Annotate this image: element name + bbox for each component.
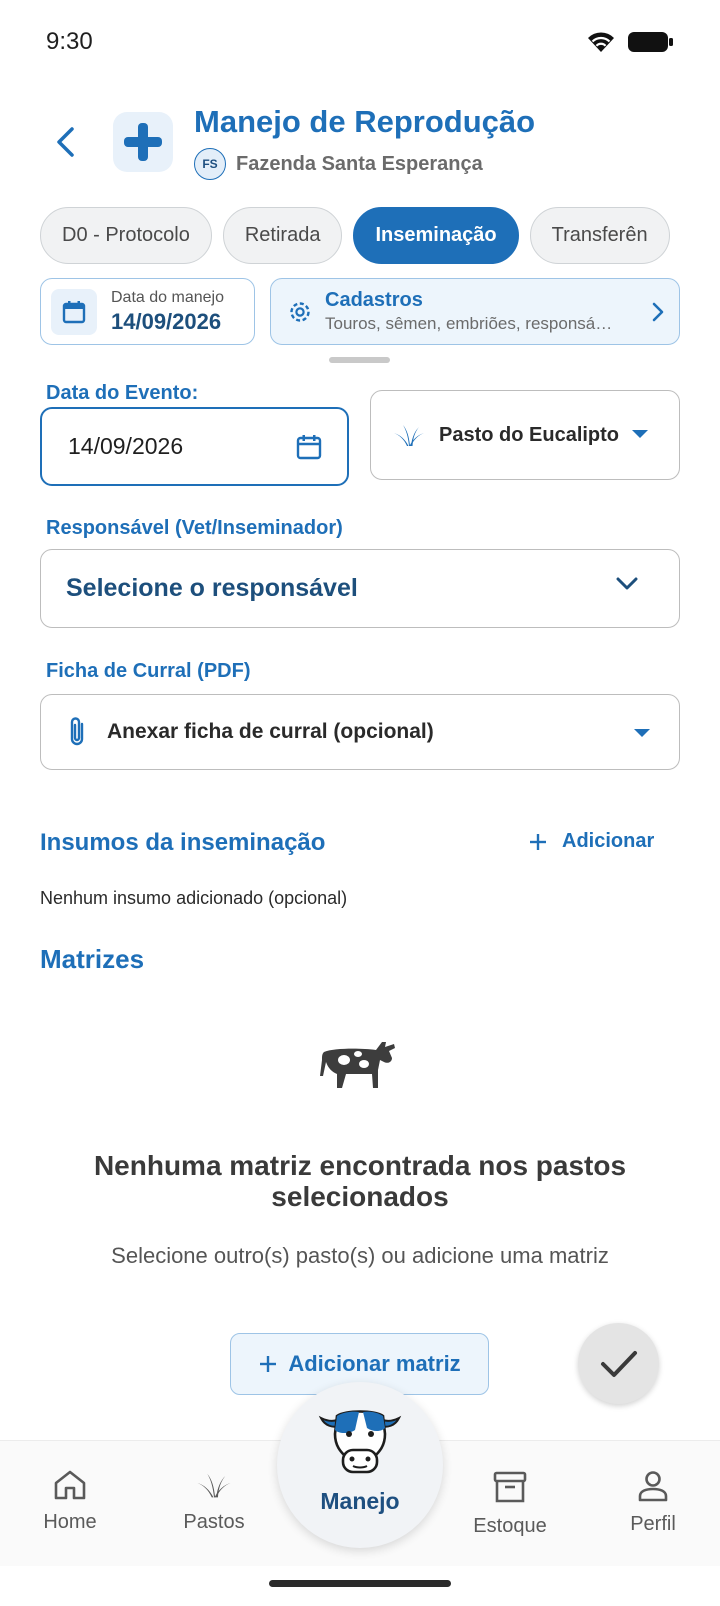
person-icon (636, 1469, 670, 1503)
dropdown-arrow-icon (631, 429, 649, 439)
responsavel-select[interactable] (40, 549, 680, 628)
header-logo (113, 112, 173, 172)
nav-estoque[interactable] (450, 1469, 570, 1538)
event-date-value: 14/09/2026 (68, 433, 184, 459)
nav-manejo-label: Manejo (320, 1488, 400, 1514)
plus-icon (121, 120, 165, 164)
farm-avatar: FS (194, 148, 226, 180)
insumos-empty-text: Nenhum insumo adicionado (opcional) (40, 888, 348, 908)
nav-pastos-label: Pastos (183, 1511, 245, 1533)
dropdown-arrow-icon (633, 728, 651, 738)
manejo-date-card[interactable] (40, 278, 255, 345)
gear-icon (287, 299, 313, 325)
tab-retirada[interactable]: Retirada (223, 207, 343, 264)
matrizes-empty-title: Nenhuma matriz encontrada nos pastos selecionados (93, 1150, 627, 1212)
cow-face-icon (315, 1404, 405, 1486)
nav-estoque-label: Estoque (473, 1515, 547, 1537)
plus-icon (528, 832, 548, 852)
archive-box-icon (492, 1469, 528, 1505)
grass-icon (196, 1469, 232, 1501)
nav-home-label: Home (43, 1511, 97, 1533)
tab-transferencia[interactable]: Transferên (530, 207, 670, 264)
chevron-left-icon (54, 125, 78, 159)
status-bar (0, 0, 720, 86)
nav-perfil-label: Perfil (630, 1513, 676, 1535)
ficha-label: Ficha de Curral (PDF) (46, 660, 251, 682)
event-date-input[interactable] (40, 407, 349, 486)
status-time: 9:30 (46, 28, 93, 55)
wifi-icon (586, 30, 616, 54)
back-button[interactable] (48, 122, 84, 162)
nav-manejo[interactable] (277, 1382, 443, 1548)
plus-icon (258, 1354, 278, 1374)
cadastros-title: Cadastros (325, 289, 423, 311)
reproduction-tabs (40, 207, 680, 265)
calendar-icon[interactable] (295, 433, 323, 461)
app-header (0, 96, 720, 186)
tab-inseminacao[interactable]: Inseminação (353, 207, 518, 264)
event-date-label: Data do Evento: (46, 382, 199, 404)
cadastros-card[interactable] (270, 278, 680, 345)
battery-icon (628, 30, 674, 54)
matrizes-title: Matrizes (40, 944, 145, 974)
insumos-title: Insumos da inseminação (40, 829, 326, 856)
grass-icon (393, 422, 425, 448)
nav-pastos[interactable] (154, 1469, 274, 1534)
check-icon (599, 1349, 639, 1379)
home-indicator (269, 1580, 451, 1587)
pasto-select[interactable] (370, 390, 680, 480)
pasto-value: Pasto do Eucalipto (439, 423, 620, 446)
nav-perfil[interactable] (593, 1469, 713, 1536)
calendar-icon (61, 299, 87, 325)
add-insumo-button[interactable] (528, 830, 654, 853)
matrizes-empty-subtitle: Selecione outro(s) pasto(s) ou adicione uma matriz (111, 1243, 609, 1268)
chevron-down-icon (615, 576, 639, 592)
page-title: Manejo de Reprodução (194, 104, 536, 139)
responsavel-placeholder: Selecione o responsável (66, 574, 358, 602)
add-insumo-label: Adicionar (562, 830, 655, 852)
confirm-fab[interactable] (578, 1323, 659, 1404)
tab-d0-protocolo[interactable]: D0 - Protocolo (40, 207, 212, 264)
date-card-value: 14/09/2026 (111, 308, 222, 334)
add-matriz-label: Adicionar matriz (288, 1351, 461, 1376)
ficha-placeholder: Anexar ficha de curral (opcional) (107, 720, 434, 743)
nav-home[interactable] (10, 1469, 130, 1534)
farm-name: Fazenda Santa Esperança (236, 152, 483, 175)
farm-selector[interactable] (194, 148, 483, 180)
cow-icon (320, 1036, 400, 1092)
date-card-label: Data do manejo (111, 288, 224, 306)
responsavel-label: Responsável (Vet/Inseminador) (46, 517, 343, 539)
ficha-select[interactable] (40, 694, 680, 770)
cadastros-subtitle: Touros, sêmen, embriões, responsá… (325, 314, 613, 333)
chevron-right-icon (651, 301, 665, 323)
home-icon (52, 1469, 88, 1501)
paperclip-icon (67, 715, 87, 749)
drag-handle[interactable] (329, 357, 390, 363)
